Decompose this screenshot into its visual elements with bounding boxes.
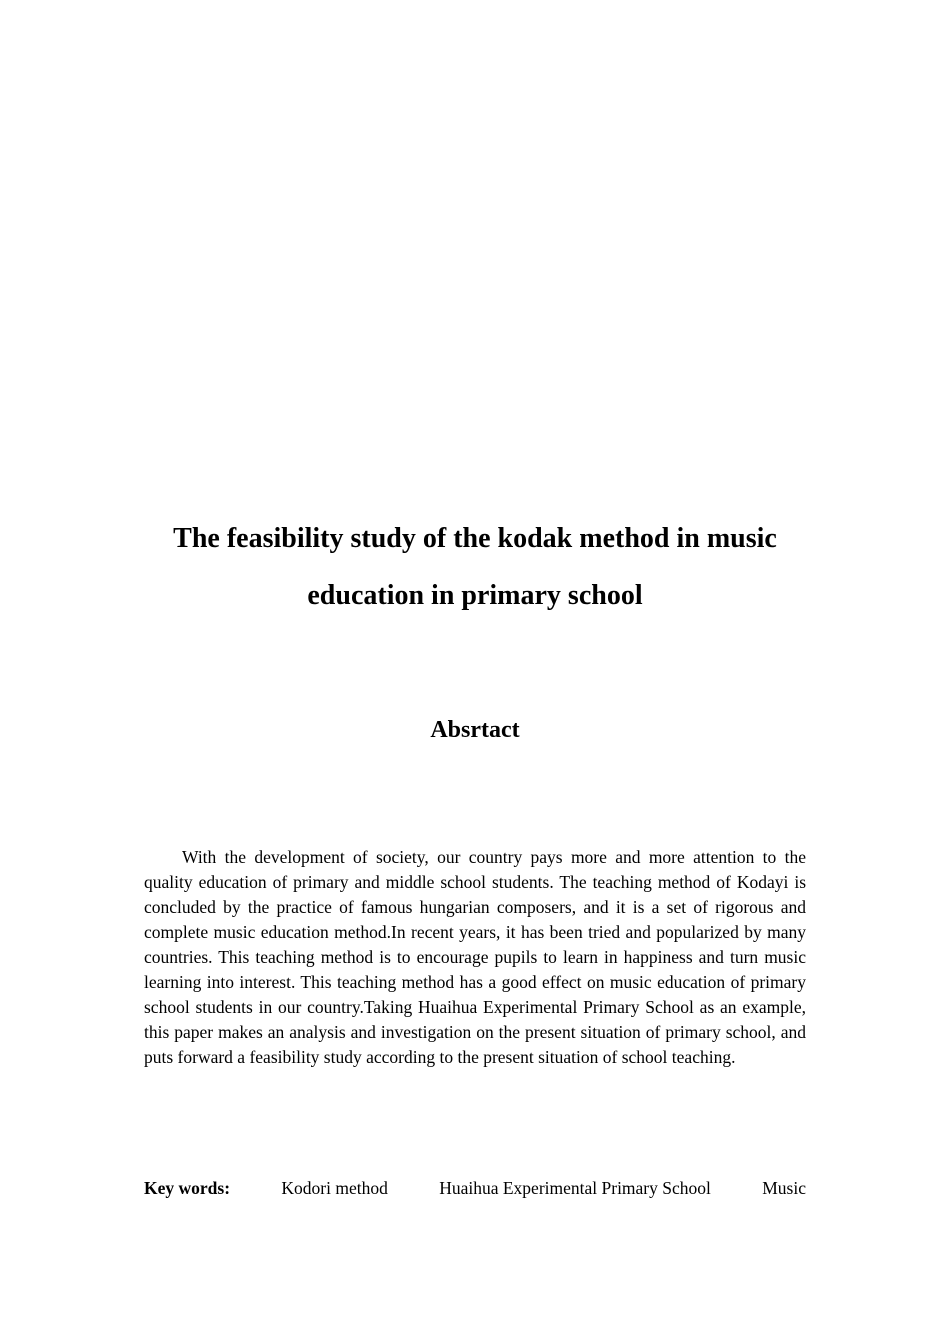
abstract-heading: Absrtact <box>430 717 520 743</box>
abstract-paragraph: With the development of society, our country pays more and more attention to the quality education of primary and middle school students. The teaching method of Kodayi is concluded by the practice of famous hungarian composers, and it is a set of rigorous and complete music education method.In recent years, it has been tried and popularized by many countries. This teaching method is to encourage pupils to learn in happiness and turn music learning into interest. This teaching method has a good effect on music education of primary school students in our country.Taking Huaihua Experimental Primary School as an example, this paper makes an analysis and investigation on the present situation of primary school, and puts forward a feasibility study according to the present situation of school teaching. <box>144 847 806 1067</box>
title-line-1: The feasibility study of the kodak method in music <box>173 523 777 554</box>
paper-title <box>144 510 806 624</box>
title-line-2: education in primary school <box>307 580 643 611</box>
keywords-line <box>144 1176 806 1201</box>
keyword-item: Huaihua Experimental Primary School <box>439 1178 711 1198</box>
keyword-item: Kodori method <box>281 1178 388 1198</box>
keyword-item: Music <box>762 1178 806 1198</box>
keywords-label: Key words: <box>144 1178 231 1198</box>
